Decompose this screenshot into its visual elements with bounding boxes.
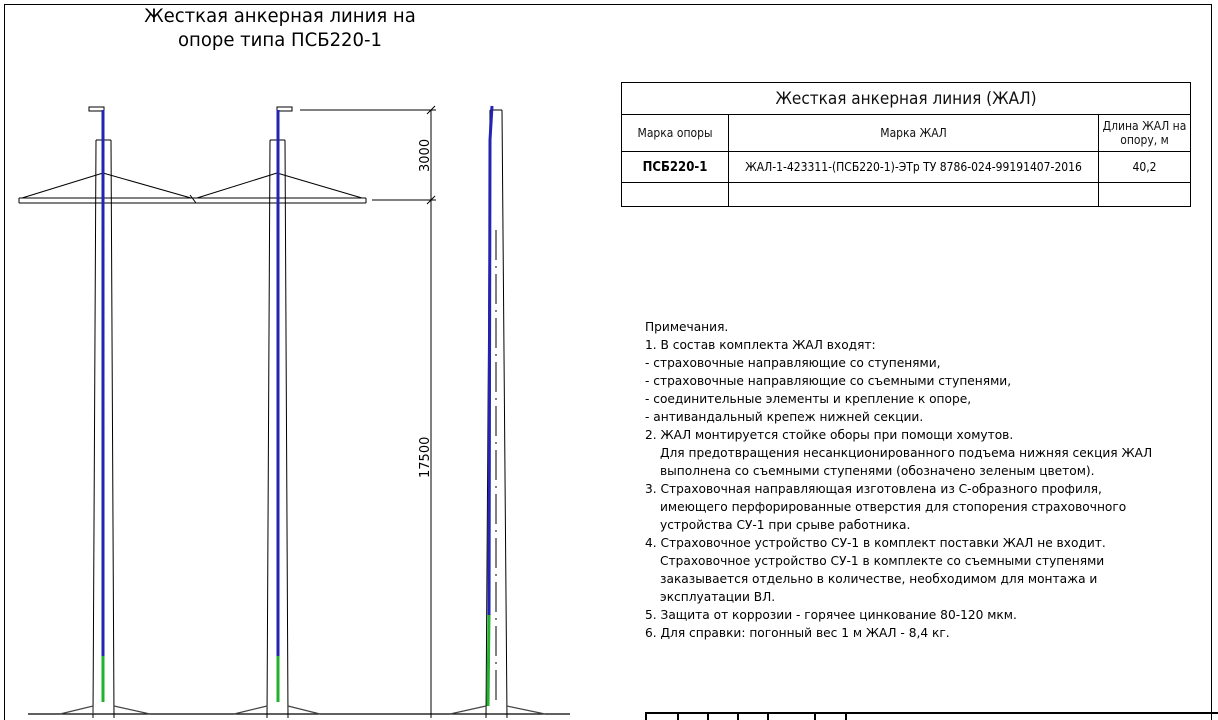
header-zhal-mark: Марка ЖАЛ: [729, 115, 1099, 152]
note-line: эксплуатации ВЛ.: [660, 590, 776, 604]
note-line: - страховочные направляющие со ступенями,: [645, 356, 941, 370]
note-line: Страховочное устройство СУ-1 в комплекте со съемными ступенями: [660, 554, 1105, 568]
zhal-rails: [103, 106, 492, 706]
note-line: выполнена со съемными ступенями (обозначено зеленым цветом).: [660, 464, 1095, 478]
zhal-table: [621, 82, 1191, 207]
note-line: 6. Для справки: погонный вес 1 м ЖАЛ - 8,4 кг.: [645, 626, 950, 640]
notes-heading: Примечания.: [645, 320, 729, 334]
table-row-empty: [622, 183, 1191, 207]
drawing-title-line-2: опоре типа ПСБ220-1: [177, 29, 383, 51]
ground-line: [28, 706, 570, 714]
note-line: заказывается отдельно в количестве, необходимом для монтажа и: [660, 572, 1098, 586]
cell-support-mark: ПСБ220-1: [622, 152, 729, 183]
header-support-mark: Марка опоры: [622, 115, 729, 152]
notes-block: [645, 318, 1185, 642]
title-block-stub: [645, 712, 1218, 720]
empty-cell: [729, 183, 1099, 207]
table-caption: Жесткая анкерная линия (ЖАЛ): [622, 83, 1191, 115]
note-line: - страховочные направляющие со съемными ступенями,: [645, 374, 1012, 388]
note-line: Для предотвращения несанкционированного подъема нижняя секция ЖАЛ: [660, 446, 1153, 460]
table-row: [622, 152, 1191, 183]
dimension-upper: 3000: [418, 138, 433, 172]
dimension-lower: 17500: [418, 436, 433, 478]
note-line: 1. В состав комплекта ЖАЛ входят:: [645, 338, 876, 352]
note-line: - антивандальный крепеж нижней секции.: [645, 410, 924, 424]
note-line: 3. Страховочная направляющая изготовлена из С-образного профиля,: [645, 482, 1102, 496]
note-line: имеющего перфорированные отверстия для стопорения страховочного: [660, 500, 1127, 514]
note-line: 4. Страховочное устройство СУ-1 в комплект поставки ЖАЛ не входит.: [645, 536, 1106, 550]
cell-length: 40,2: [1099, 152, 1191, 183]
note-line: 2. ЖАЛ монтируется стойке оборы при помощи хомутов.: [645, 428, 1014, 442]
crossarms: [19, 173, 366, 203]
empty-cell: [1099, 183, 1191, 207]
note-line: 5. Защита от коррозии - горячее цинкование 80-120 мкм.: [645, 608, 1017, 622]
note-line: - соединительные элементы и крепление к опоре,: [645, 392, 972, 406]
cell-zhal-mark: ЖАЛ-1-423311-(ПСБ220-1)-ЭТр ТУ 8786-024-99191407-2016: [729, 152, 1099, 183]
note-line: устройства СУ-1 при срыве работника.: [660, 518, 911, 532]
empty-cell: [622, 183, 729, 207]
header-length: Длина ЖАЛ на опору, м: [1099, 115, 1191, 152]
drawing-title-line-1: Жесткая анкерная линия на: [144, 5, 416, 27]
